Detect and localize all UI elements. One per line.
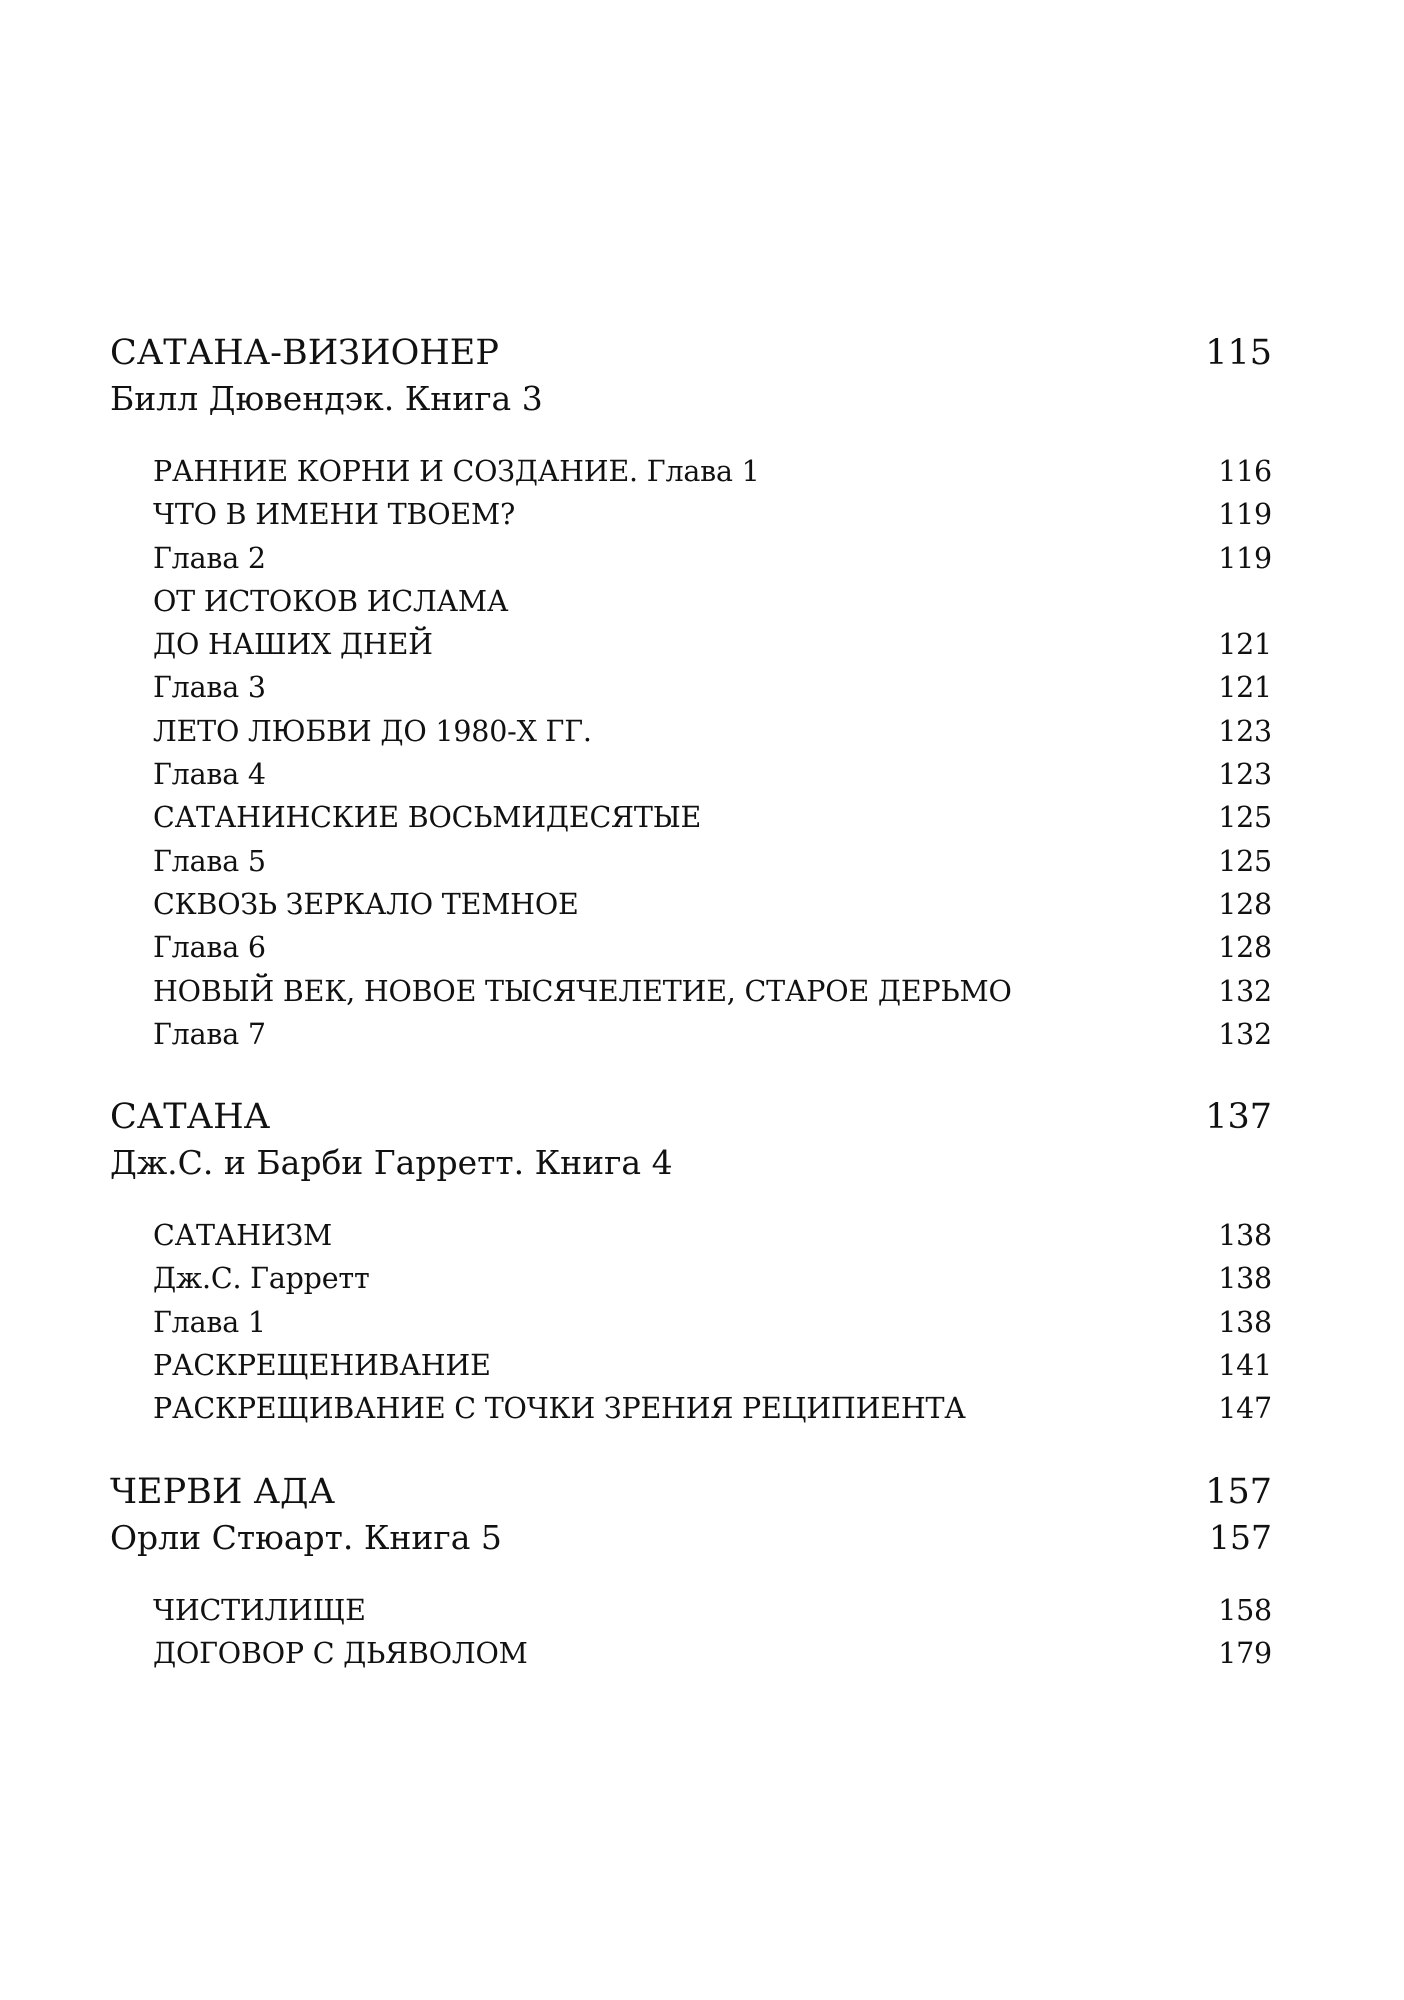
toc-entry-label: Глава 3 [153,671,266,705]
part-title: САТАНА-ВИЗИОНЕР [110,333,499,373]
toc-entry-label: ДОГОВОР С ДЬЯВОЛОМ [153,1636,528,1670]
toc-entry-label: ОТ ИСТОКОВ ИСЛАМА [153,584,509,618]
part-title-row [110,1469,1272,1515]
toc-entry-label: САТАНИНСКИЕ ВОСЬМИДЕСЯТЫЕ [153,801,702,835]
toc-entry[interactable] [153,840,1272,883]
toc-entry-page: 121 [1218,671,1272,705]
toc-entry-label: РАСКРЕЩЕНИВАНИЕ [153,1349,491,1383]
toc-entry-label: РАСКРЕЩИВАНИЕ С ТОЧКИ ЗРЕНИЯ РЕЦИПИЕНТА [153,1392,966,1426]
part-author: Билл Дювендэк. Книга 3 [110,379,543,418]
toc-entry-label: ЧТО В ИМЕНИ ТВОЕМ? [153,498,516,532]
toc-entry-label: Глава 6 [153,931,266,965]
toc-entry-page: 138 [1218,1262,1272,1296]
part-title: САТАНА [110,1097,271,1138]
part-title-row [110,330,1272,376]
toc-entry-page: 158 [1218,1593,1272,1627]
toc-entry-page: 123 [1218,758,1272,792]
toc-entry[interactable] [153,1214,1272,1257]
toc-entry-label: СКВОЗЬ ЗЕРКАЛО ТЕМНОЕ [153,887,579,921]
toc-entry-label: САТАНИЗМ [153,1219,333,1253]
part-author-row [110,376,1272,422]
toc-entry-label: ЛЕТО ЛЮБВИ ДО 1980-Х ГГ. [153,714,592,748]
table-of-contents [110,330,1272,1675]
toc-entry-page: 123 [1218,714,1272,748]
toc-entry[interactable] [153,1301,1272,1344]
part-title-page: 157 [1205,1471,1272,1512]
toc-entry[interactable] [153,1344,1272,1387]
toc-entry-label: РАННИЕ КОРНИ И СОЗДАНИЕ. Глава 1 [153,455,760,488]
toc-entry-label: Глава 7 [153,1017,266,1051]
toc-entry-page: 138 [1218,1305,1272,1339]
toc-entry-label: ЧИСТИЛИЩЕ [153,1593,366,1627]
toc-entry[interactable] [153,1632,1272,1675]
toc-entry-page: 121 [1218,628,1272,662]
part-title: ЧЕРВИ АДА [110,1471,335,1512]
toc-entry-page: 132 [1218,1017,1272,1051]
part-author-row [110,1515,1272,1561]
part-author: Орли Стюарт. Книга 5 [110,1517,502,1557]
toc-entry-page: 138 [1218,1219,1272,1253]
toc-entry[interactable] [153,926,1272,969]
toc-part [110,1469,1272,1676]
toc-entry[interactable] [153,883,1272,926]
toc-entry[interactable] [153,666,1272,709]
toc-entry-page: 119 [1218,498,1272,532]
toc-entries [110,1214,1272,1430]
part-author-page: 157 [1209,1517,1272,1557]
part-title-page: 137 [1205,1097,1272,1138]
toc-entry[interactable] [153,753,1272,796]
toc-entry-page: 119 [1218,541,1272,575]
toc-entry-page: 125 [1218,801,1272,835]
toc-part [110,1094,1272,1430]
toc-entry-label: Дж.С. Гарретт [153,1262,370,1296]
toc-entry-label: Глава 4 [153,758,266,792]
toc-entry-page: 128 [1218,887,1272,921]
toc-entry[interactable] [153,537,1272,580]
toc-entry-page: 179 [1218,1636,1272,1670]
toc-entry[interactable] [153,1589,1272,1632]
toc-entry[interactable] [153,710,1272,753]
toc-entry-label: Глава 2 [153,541,266,575]
toc-entries [110,1589,1272,1676]
toc-entry[interactable] [153,1257,1272,1300]
toc-entry-label: Глава 1 [153,1305,266,1339]
toc-entry-page: 147 [1218,1392,1272,1426]
part-author: Дж.С. и Барби Гарретт. Книга 4 [110,1143,673,1183]
toc-entry-page: 132 [1218,974,1272,1008]
toc-entry-label: НОВЫЙ ВЕК, НОВОЕ ТЫСЯЧЕЛЕТИЕ, СТАРОЕ ДЕРЬМО [153,974,1012,1008]
toc-entry[interactable] [153,623,1272,666]
toc-entries [110,450,1272,1056]
toc-entry[interactable] [153,1387,1272,1430]
toc-entry-label: Глава 5 [153,844,266,878]
toc-part [110,330,1272,1056]
part-author-row [110,1140,1272,1186]
toc-entry[interactable] [153,970,1272,1013]
toc-entry-page: 141 [1218,1349,1272,1383]
toc-entry[interactable] [153,796,1272,839]
toc-entry[interactable] [153,1013,1272,1056]
toc-entry[interactable] [153,493,1272,536]
toc-entry-page: 128 [1218,931,1272,965]
part-title-row [110,1094,1272,1140]
toc-entry-label: ДО НАШИХ ДНЕЙ [153,628,433,662]
toc-entry[interactable] [153,450,1272,493]
toc-entry-page: 116 [1218,455,1272,488]
part-title-page: 115 [1205,333,1272,373]
toc-entry-page: 125 [1218,844,1272,878]
toc-entry[interactable] [153,580,1272,623]
